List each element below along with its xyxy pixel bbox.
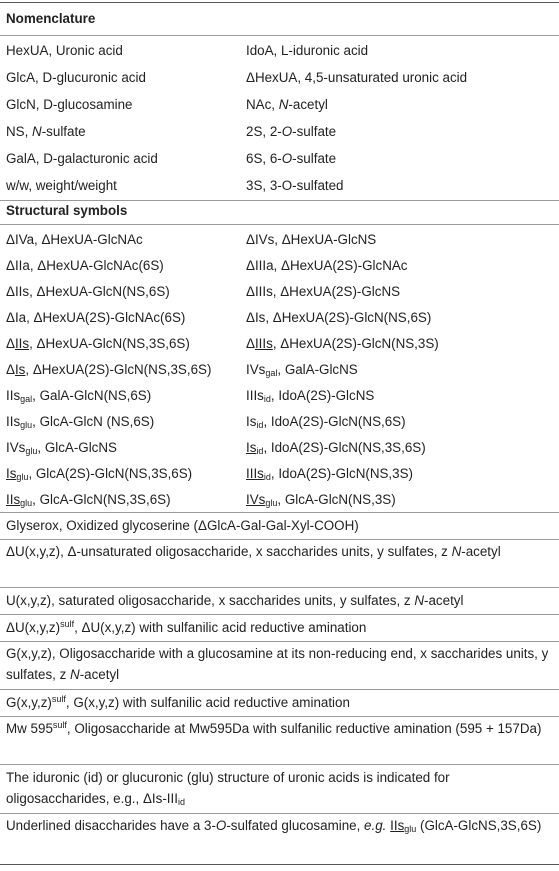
rule xyxy=(0,716,559,717)
table-row xyxy=(6,121,553,142)
cell: $Is_{id}$, IdoA(2S)-GlcN(NS,3S,6S) xyxy=(246,440,426,456)
cell: GlcN, D-glucosamine xyxy=(6,97,133,112)
note-row: U(x,y,z), saturated oligosaccharide, x saccharides units, y sulfates, z N-acetyl xyxy=(6,593,464,608)
table-row xyxy=(6,489,553,510)
cell: GalA, D-galacturonic acid xyxy=(6,151,158,166)
table-row xyxy=(6,175,553,196)
cell: ΔIs, ΔHexUA(2S)-GlcN(NS,6S) xyxy=(246,310,432,325)
rule xyxy=(0,224,559,225)
table-row xyxy=(6,385,553,406)
table-row xyxy=(6,411,553,432)
cell: NS, N-sulfate xyxy=(6,124,86,139)
cell: GlcA, D-glucuronic acid xyxy=(6,70,146,85)
table-row xyxy=(6,40,553,61)
cell: IdoA, L-iduronic acid xyxy=(246,43,369,58)
cell: 6S, 6-O-sulfate xyxy=(246,151,337,166)
cell: w/w, weight/weight xyxy=(6,178,117,193)
section-title-nomenclature: Nomenclature xyxy=(6,11,96,26)
cell: IIs$_{glu}$, GlcA-GlcN (NS,6S) xyxy=(6,414,155,430)
rule xyxy=(0,641,559,642)
table-row xyxy=(6,148,553,169)
cell: ΔIIIa, ΔHexUA(2S)-GlcNAc xyxy=(246,258,408,273)
table-row xyxy=(6,281,553,302)
note-row: The iduronic (id) or glucuronic (glu) structure of uronic acids is indicated for oligosaccharides, e.g., ΔIs-$III_{id}$ xyxy=(6,770,450,807)
cell: $Is_{id}$, IdoA(2S)-GlcN(NS,6S) xyxy=(246,414,406,430)
cell: NAc, N-acetyl xyxy=(246,97,328,112)
cell: ΔIIs, ΔHexUA-GlcN(NS,3S,6S) xyxy=(6,336,190,351)
cell: 2S, 2-O-sulfate xyxy=(246,124,337,139)
table-row xyxy=(6,67,553,88)
cell: IVs$_{glu}$, GlcA-GlcNS xyxy=(6,440,117,456)
cell: IVs$_{gal}$, GalA-GlcNS xyxy=(246,362,358,378)
rule xyxy=(0,539,559,540)
table-row xyxy=(6,333,553,354)
rule xyxy=(0,689,559,690)
cell: IIs$_{glu}$, GlcA-GlcN(NS,3S,6S) xyxy=(6,492,171,508)
table-row xyxy=(6,437,553,458)
cell: ΔIIs, ΔHexUA-GlcN(NS,6S) xyxy=(6,284,170,299)
table-row xyxy=(6,359,553,380)
note-row: Underlined disaccharides have a 3-O-sulfated glucosamine, e.g. IIs$_{glu}$ (GlcA-GlcNS,3S,6S) xyxy=(6,818,542,834)
note-row: Glyserox, Oxidized glycoserine (ΔGlcA-Gal-Gal-Xyl-COOH) xyxy=(6,518,359,533)
rule xyxy=(0,614,559,615)
cell: ΔIs, ΔHexUA(2S)-GlcN(NS,3S,6S) xyxy=(6,362,212,377)
rule xyxy=(0,35,559,36)
cell: HexUA, Uronic acid xyxy=(6,43,123,58)
rule xyxy=(0,764,559,765)
cell: ΔIVa, ΔHexUA-GlcNAc xyxy=(6,232,143,247)
bottom-rule xyxy=(0,864,559,865)
rule xyxy=(0,512,559,513)
cell: ΔIa, ΔHexUA(2S)-GlcNAc(6S) xyxy=(6,310,186,325)
cell: ΔIIIs, ΔHexUA(2S)-GlcNS xyxy=(246,284,401,299)
cell: ΔIIa, ΔHexUA-GlcNAc(6S) xyxy=(6,258,164,273)
cell: 3S, 3-O-sulfated xyxy=(246,178,344,193)
top-rule xyxy=(0,2,559,3)
rule xyxy=(0,200,559,201)
table-row xyxy=(6,229,553,250)
note-row: $G(x,y,z)^{sulf}$, G(x,y,z) with sulfanilic acid reductive amination xyxy=(6,694,350,710)
note-row: G(x,y,z), Oligosaccharide with a glucosamine at its non-reducing end, x saccharides units, y sulfates, z N-acetyl xyxy=(6,646,549,682)
section-title-structural: Structural symbols xyxy=(6,203,128,218)
rule xyxy=(0,587,559,588)
cell: IVs$_{glu}$, GlcA-GlcN(NS,3S) xyxy=(246,492,396,508)
table-row xyxy=(6,255,553,276)
note-row: ΔU(x,y,z), Δ-unsaturated oligosaccharide, x saccharides units, y sulfates, z N-acetyl xyxy=(6,544,501,559)
cell: IIs$_{gal}$, GalA-GlcN(NS,6S) xyxy=(6,388,152,404)
cell: ΔIIIs, ΔHexUA(2S)-GlcN(NS,3S) xyxy=(246,336,439,351)
cell: IIIs$_{id}$, IdoA(2S)-GlcN(NS,3S) xyxy=(246,466,413,482)
table-row xyxy=(6,463,553,484)
table-row xyxy=(6,307,553,328)
rule xyxy=(0,813,559,814)
note-row: Mw $595^{sulf}$, Oligosaccharide at Mw595Da with sulfanilic reductive amination (595 + 157Da) xyxy=(6,720,542,736)
cell: $Is_{glu}$, GlcA(2S)-GlcN(NS,3S,6S) xyxy=(6,466,193,482)
table-row xyxy=(6,94,553,115)
cell: IIIs$_{id}$, IdoA(2S)-GlcNS xyxy=(246,388,375,404)
cell: ΔHexUA, 4,5-unsaturated uronic acid xyxy=(246,70,468,85)
cell: ΔIVs, ΔHexUA-GlcNS xyxy=(246,232,377,247)
note-row: $\Delta U(x,y,z)^{sulf}$, ΔU(x,y,z) with sulfanilic acid reductive amination xyxy=(6,619,367,635)
